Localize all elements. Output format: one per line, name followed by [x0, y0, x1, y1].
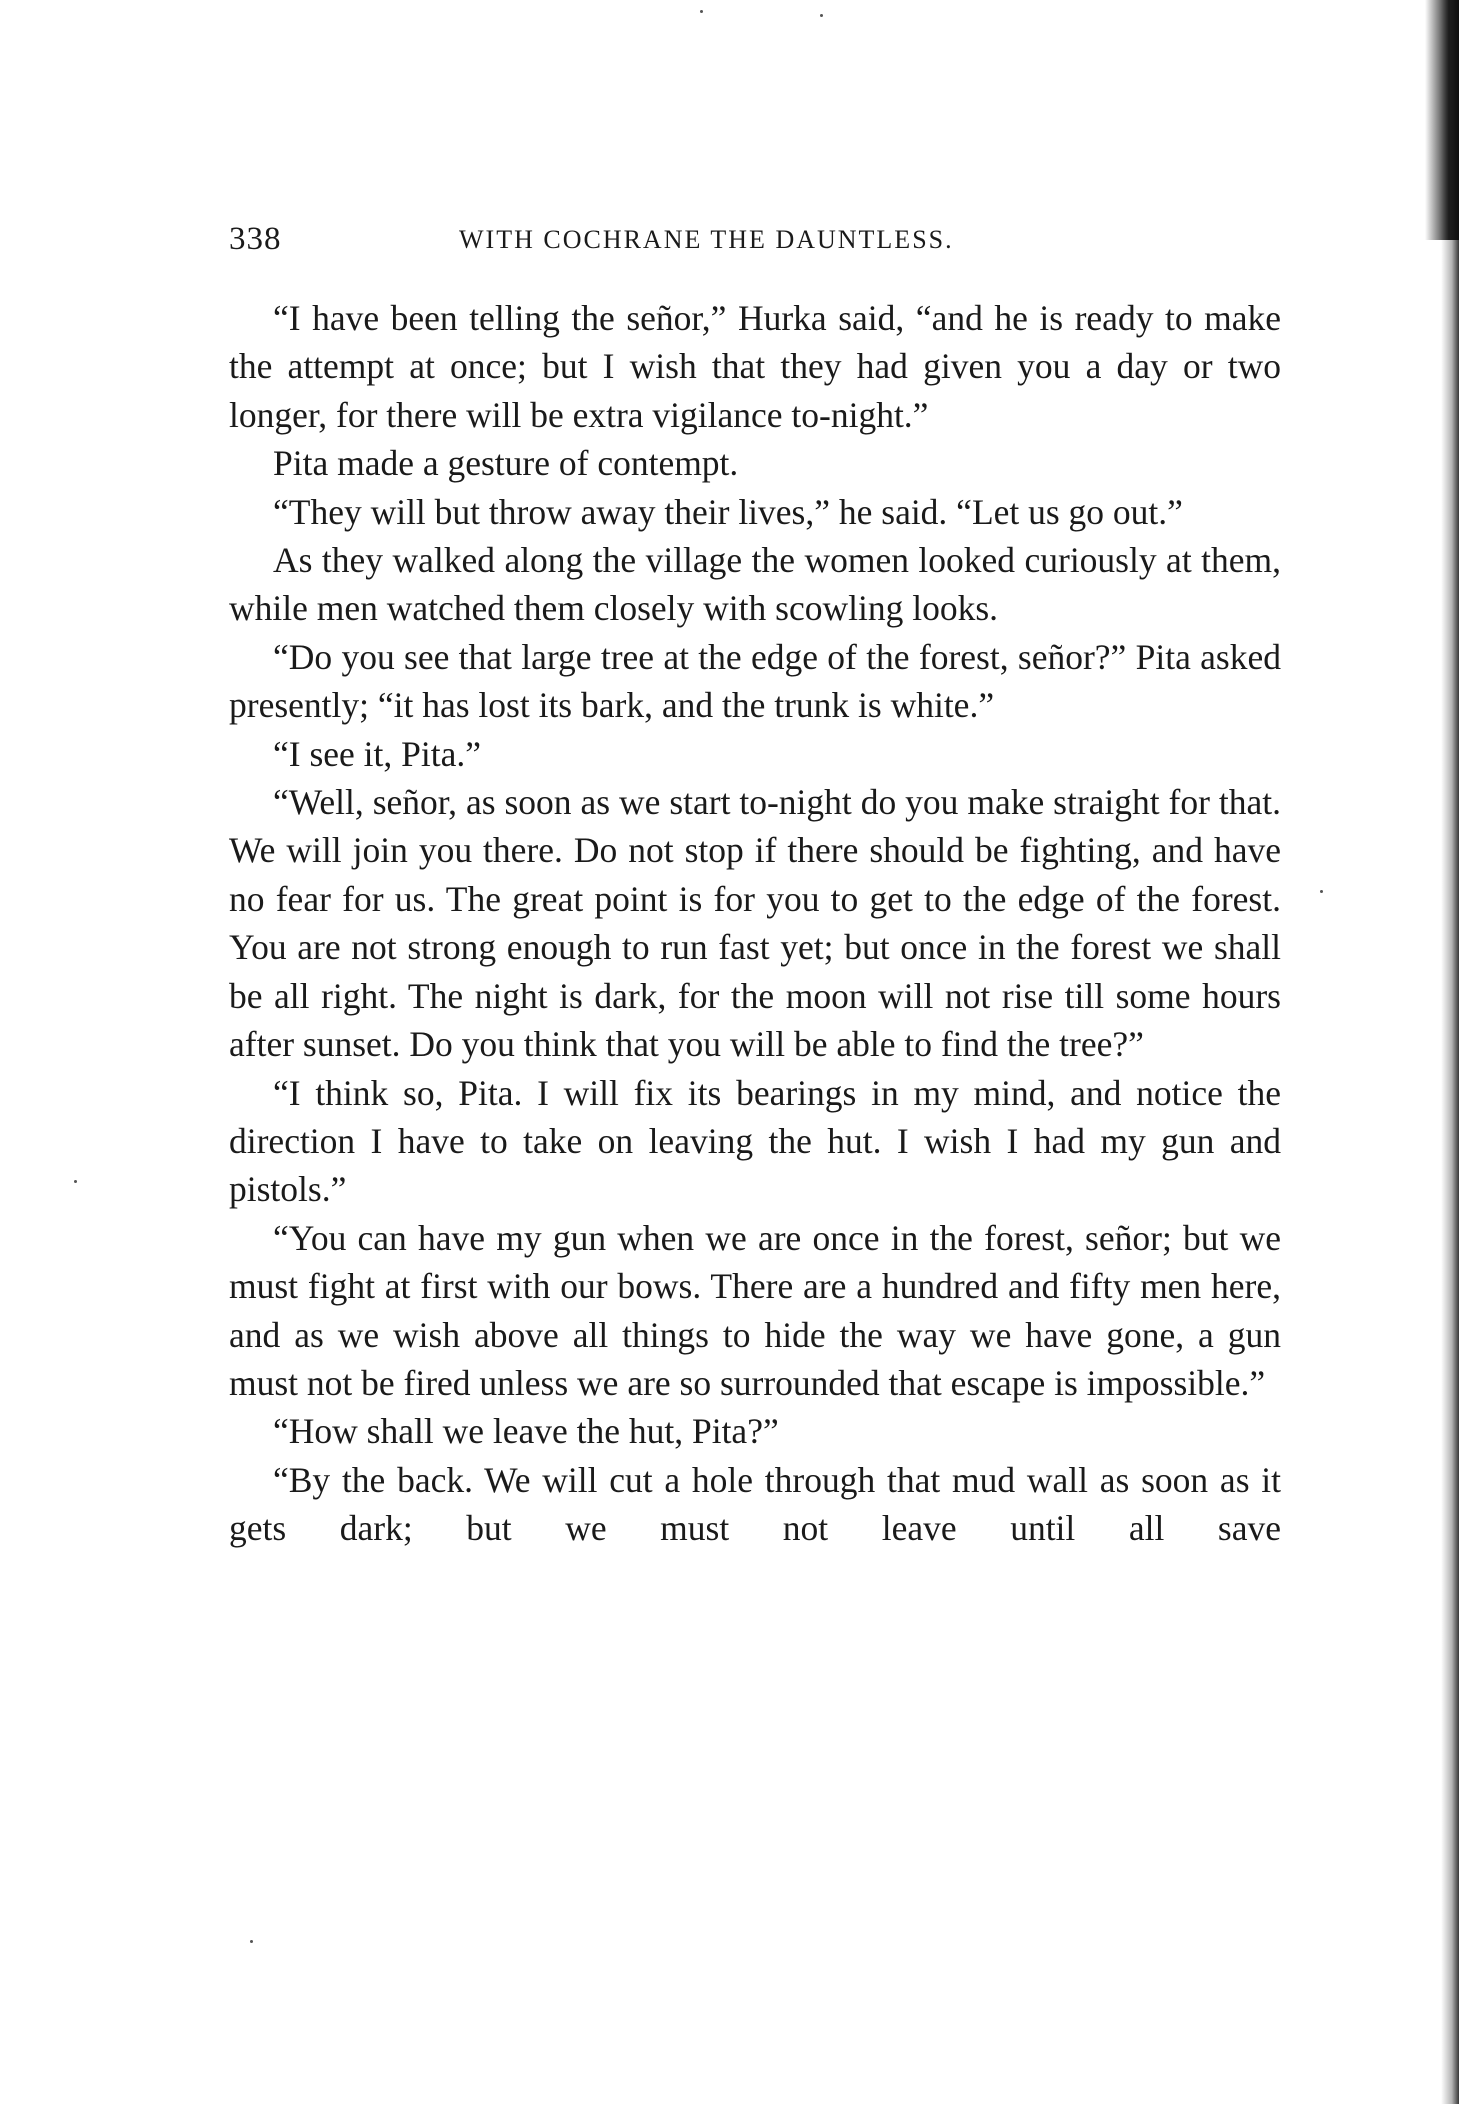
paragraph: “I see it, Pita.” [273, 733, 481, 774]
scan-speck [1320, 890, 1323, 893]
scan-speck [700, 10, 703, 13]
scan-speck [250, 1940, 253, 1943]
body-text [229, 294, 1281, 1553]
page-header [229, 221, 1279, 265]
paragraph: “Do you see that large tree at the edge of the forest, señor?” Pita asked presently; “it has lost its bark, and the trunk is white.” [229, 636, 1281, 726]
scan-speck [74, 1180, 77, 1183]
paragraph: “Well, señor, as soon as we start to-night do you make straight for that. We will join you there. Do not stop if there should be fighting, and have no fear for us. The great point is for you to get to the edge of the forest. You are not strong enough to run fast yet; but once in the forest we shall be all right. The night is dark, for the moon will not rise till some hours after sunset. Do you think that you will be able to find the tree?” [229, 782, 1281, 1065]
paragraph: As they walked along the village the women looked curiously at them, while men watched them closely with scowling looks. [229, 540, 1281, 629]
paragraph: “How shall we leave the hut, Pita?” [273, 1411, 779, 1452]
binding-shadow [1441, 0, 1459, 2104]
paragraph: “By the back. We will cut a hole through that mud wall as soon as it gets dark; but we must not leave until all save [229, 1459, 1281, 1549]
paragraph: “They will but throw away their lives,” he said. “Let us go out.” [273, 491, 1183, 532]
paragraph: “You can have my gun when we are once in the forest, señor; but we must fight at first with our bows. There are a hundred and fifty men here, and as we wish above all things to hide the way we have gone, a gun must not be fired unless we are so surrounded that escape is impossible.” [229, 1217, 1281, 1403]
scan-speck [820, 14, 823, 17]
paragraph: “I have been telling the señor,” Hurka said, “and he is ready to make the attempt at once; but I wish that they had given you a day or two longer, for there will be extra vigilance to-night.” [229, 298, 1281, 435]
page-number: 338 [229, 221, 282, 257]
running-title: WITH COCHRANE THE DAUNTLESS. [459, 225, 954, 254]
paragraph: Pita made a gesture of contempt. [273, 443, 739, 484]
binding-shadow-top [1425, 0, 1459, 240]
paragraph: “I think so, Pita. I will fix its bearings in my mind, and notice the direction I have to take on leaving the hut. I wish I had my gun and pistols.” [229, 1072, 1281, 1210]
